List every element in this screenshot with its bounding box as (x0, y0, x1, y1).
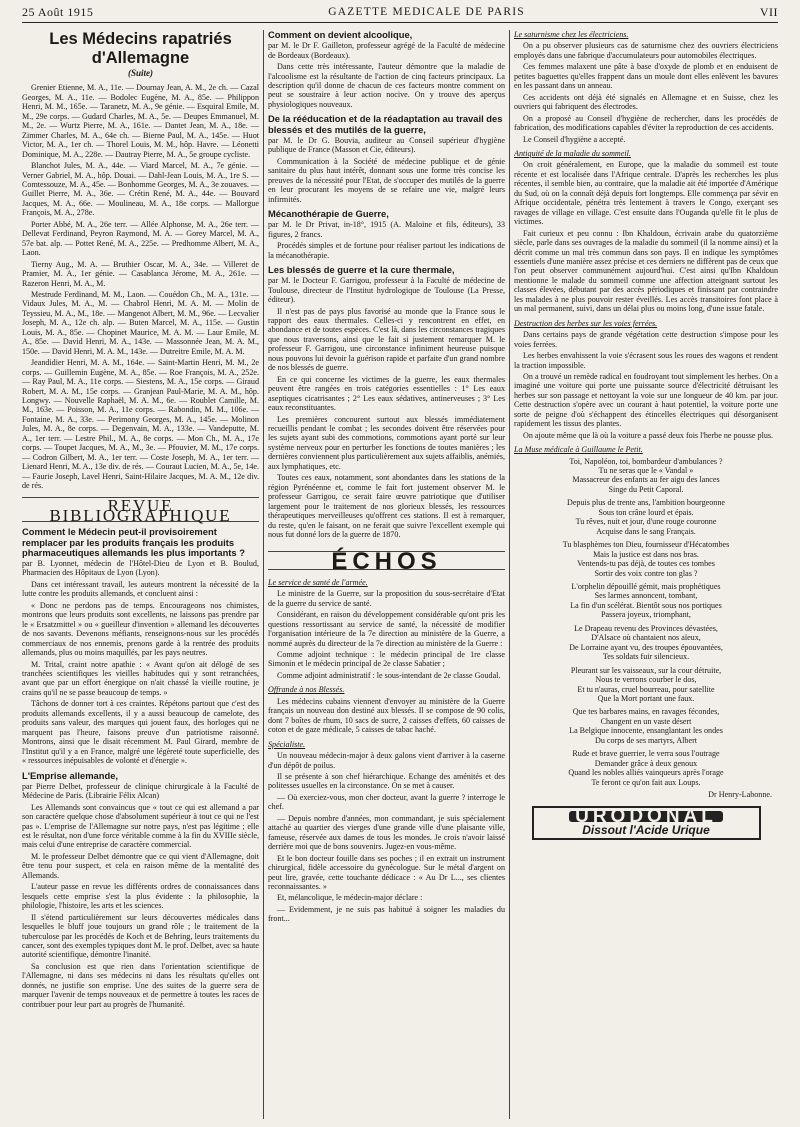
section-title: Antiquité de la maladie du sommeil. (514, 148, 631, 158)
paragraph: En ce qui concerne les victimes de la guerre, les eaux thermales peuvent être rangées en trois catégories essentielles : 1° Les eaux aseptiques cicatrisantes ; 2° Les eaux sédatives, antinerveuses ; 3° Les eaux reconstituantes. (268, 374, 505, 413)
paragraph: On a pu observer plusieurs cas de saturnisme chez des ouvriers électriciens employés dans une fabrique d'accumulateurs pour automobiles électriques. (514, 41, 778, 60)
paragraph: Les herbes envahissent la voie s'écrasent sous les roues des wagons et rendent la traction impossible. (514, 351, 778, 370)
article-byline: par B. Lyonnet, médecin de l'Hôtel-Dieu de Lyon et B. Boulud, Pharmacien des Hôpitaux de Lyon (Lyon). (22, 559, 259, 578)
column-1 (22, 30, 259, 1119)
repatriated-paragraph: Mestrude Ferdinand, M. M., Laon. — Couédon Ch., M. A., 131e. — Vidaux Jules, M. A., M. — Chabrol Henri, M. A. M. — Molin de Teyssieu, M. A., M., 18e. — Mangenot Albert, M. M., 96e. — Lecvalier Joseph, M. A., 12e ch. alp. — Buten Marcel, M. A., 115e. — Gustin Louis, M. A., 85e. — Chopinet Maurice, M. A. M. — Laur Emile, M. A., 85e. — David Henri, M. A., 143e. — Massonnée Jean, M. A. M., 150e. — David Henri, M. A. M., 143e. — Dutreitre Emile, M. A. M. (22, 289, 259, 356)
paragraph: Et, mélancolique, le médecin-major déclare : (277, 893, 423, 903)
revue-bibliographique-title: REVUE BIBLIOGRAPHIQUE (22, 497, 259, 522)
article-body: Procédés simples et de fortune pour réaliser partout les indications de la mécanothérapie. (268, 241, 505, 260)
poem-line: Depuis plus de trente ans, l'ambition bourgeonne (567, 498, 725, 508)
poem-line: Ses larmes annoncent, tombant, (594, 591, 698, 601)
repatriated-paragraph: Jeandidier Henri, M. A. M., 164e. — Saint-Martin Henri, M. M., 2e corps. — Guillemin Eugène, M. A., 85e. — Roe François, M. A., 252e. — Ray Paul, M. A., 11e corps. — Siestens, M. A., 15e corps. — Giraud Robert, M. A. M., 15e corps. — Granjean Paul-Marie, M. A. M., hôp. Longwy. — Nouvelle Raphaël, M. A. M., 6e. — Roublet Camille, M. M., 163e. — Poisson, M. A., 11e corps. — Rabondin, M. M., 106e. — Fontaine, M. A., 33e. — Perimony Georges, M. A., 145e. — Molinon Jules, M. A., 8e corps. — Degenvain, M. A., 133e. — Vandeputte, M. A., 1er terr. — Lestre Phil., M. A., 8e corps. — Mon Ch., M. A., 17e corps. — Toupet Jacques, M. A., M., 3e. — Pfouvier, M. M., 17e corps. — Codron Gilbert, M. A., 1er terr. — Coste Joseph, M. A., 1er terr. — Lienard Henri, M. A., 13e div. de rés. — Couraut Lucien, M. A., 5e, 14e. — Faurie Joseph, Lavel Henri, Saint-Hilaire Jacques, M. A. M., 12e div. de rés. (22, 358, 259, 491)
paragraph: Les Allemands sont convaincus que « tout ce qui est allemand a par son caractère quelque chose d'absolument supérieur à tout ce qui ne l'est pas ». L'emprise de l'Allemagne sur notre pays, n'est pas légitime ; elle est le résultat, non d'une force véritable comme à la fin du XVIIIe siècle, mais celui d'une entreprise de caractère commercial. (22, 802, 259, 850)
poem-line: Le Drapeau revenu des Provinces dévastées, (574, 623, 718, 633)
paragraph: Il se présente à son chef hiérarchique. Echange des aménités et des politesses usuelles en la circonstance. On se met à causer. (268, 772, 505, 791)
poem-line: Sous ton crâne lourd et épais. (598, 507, 694, 517)
poem-line: De Lorraine ayant vu, des troupes épouvantées, (569, 642, 723, 652)
paragraph: Un nouveau médecin-major à deux galons vient d'arriver à la caserne d'un dépôt de poilus. (268, 751, 505, 770)
poem-line: Du corps de ses martyrs, Albert (594, 735, 698, 745)
repatriated-list (22, 83, 259, 490)
article-title: De la rééducation et de la réadaptation au travail des blessés et des mutilés de la guerre, (268, 113, 503, 135)
article-title: Comment on devient alcoolique, (268, 30, 413, 40)
repatriated-paragraph: Grenier Etienne, M. A., 11e. — Dournay Jean, A. M., 2e ch. — Cazal Georges, M. A., 11e. — Bodolec Eugène, M. A., 85e. — Philippon Henri, M. M., 165e. — Taranetz, M. A., 9e génie. — Esquiral Emile, M. M., 29e corps. — Gudard Charles, M. A., 5e. — Deupes Emmanuel, M. M., 2e. — Wurtz Pierre, M. A., 161e. — Dantet Jean, M. A., 18e. — Zimmer Charles, M. A., 64e ch. — Bierne Paul, M. A., 145e. — Huot Victor, M. A., 1er ch. — Thorel Louis, M. M., hôp. Havre. — Léonetti Dominique, M. A., 228e. — Dautray Pierre, M. A., 5e groupe cycliste. (22, 83, 259, 159)
section-title: Offrande à nos Blessés. (268, 685, 345, 695)
poem (514, 457, 778, 788)
paragraph: Les premières concourent surtout aux blessés immédiatement recueillis pendant le combat ; les secondes doivent être réservées pour les sujets ayant subi des commotions, commotions ayant porté sur leur système nerveux pour en perturber les fonctions de toutes manières ; les dernières conviennent plus particulièrement aux sujets affaiblis, anémiés, aux lymphatiques, etc. (268, 414, 505, 471)
poem-line: Pleurant sur les vaisseaux, sur la cour détruite, (570, 665, 722, 675)
echos-heading: ÉCHOS (268, 551, 505, 569)
repatriated-title: Les Médecins rapatriés d'Allemagne (49, 30, 232, 67)
article-title: Comment le Médecin peut-il provisoirement remplacer par les produits français les produits pharmaceutiques allemands les plus importants ? (22, 526, 245, 558)
poem-line: Tes soldats fuir silencieux. (602, 652, 690, 662)
paragraph: On a proposé au Conseil d'hygiène de rechercher, dans les procédés de fabrication, des modifications capables d'éviter la reproduction de ces accidents. (514, 113, 778, 133)
poem-line: La fin d'un scélérat. Bientôt sous nos portiques (570, 600, 722, 610)
article-body: Communication à la Société de médecine publique et de génie sanitaire du plus haut intérêt, donnant sous une forme très concise les preuves de la nécessité pour l'Etat, de s'occuper des mutilés de la guerre en leur procurant les moyens de se refaire une vie, malgré leurs infirmités. (268, 156, 505, 204)
column-rule-2 (509, 30, 510, 1119)
section-title: Destruction des herbes sur les voies ferrées. (514, 318, 658, 328)
poem-line: Changent en un vaste désert (600, 716, 692, 726)
article-body (22, 803, 259, 1010)
paragraph: On ajoute même que là où la voiture a passé deux fois l'herbe ne pousse plus. (523, 430, 774, 440)
paragraph: Ces accidents ont déjà été signalés en Allemagne et en Suisse, chez les ouvriers qui fabriquent des électrodes. (514, 92, 778, 112)
poem-line: Massacreur des enfants au fer aigu des lances (572, 475, 720, 485)
poem-line: Rude et brave guerrier, le verra sous l'outrage (572, 749, 720, 759)
section-title: Le service de santé de l'armée. (268, 577, 368, 587)
paragraph: Il n'est pas de pays plus favorisé au monde que la France sous le rapport des eaux thermales. Celles-ci y rencontrent en effet, en abondance et de toutes espèces. C'est là, dans les circonstances tragiques que nous traversons, ainsi que le fait si justement remarquer M. le professeur F. Garrigou, une circonstance infiniment heureuse puisque nous pouvons lui devoir la guérison rapide et parfaite d'un grand nombre de nos blessés de guerre. (268, 306, 505, 373)
paragraph: Sa conclusion est que rien dans l'orientation scientifique de l'Allemagne, ni dans ses médecins ni dans les résultats qu'elles ont donnés, ne justifie son emprise. Une des suites de la guerre sera de marquer l'avenir de temps nouveaux et de permettre à toutes les races de contribuer pour leur part au progrès de l'humanité. (22, 961, 259, 1009)
poem-line: La Belgique innocente, ensanglantant les ondes (569, 726, 723, 736)
page-number: VII (759, 4, 778, 19)
poem-title: La Muse médicale à Guillaume le Petit. (514, 445, 643, 455)
paragraph: Fait curieux et peu connu : Ibn Khaldoun, écrivain arabe du quatorzième siècle, parle dans ses ouvrages de la maladie du sommeil (il la nomme ainsi) et la décrit comme un mal très commun dans son pays. Il en indique les symptômes essentiels d'une manière assez précise et ces derniers ne diffèrent pas de ceux que l'on peut observer communément aujourd'hui. C'est ainsi qu'Ibn Khaldoun mentionne le malade du sommeil comme une affection atteignant surtout les classes élevées, débutant par des accès périodiques et finissant par contraindre les malades à ne plus pouvoir rester éveillés. Les accès transitoires font place à un mal permanent, suivi, dans un délai plus ou moins long, d'une issue fatale. (514, 228, 778, 314)
poem-line: Tu blasphèmes ton Dieu, fournisseur d'Hécatombes (562, 540, 730, 550)
paragraph: Toutes ces eaux, notamment, sont abondantes dans les stations de la région Pyrénéenne et, comme le fait fort justement observer M. le professeur Garrigou, ce serait faire œuvre patriotique que d'utiliser largement pour le traitement de nos glorieux blessés, les ressources thérapeutiques merveilleuses qu'offrent ces stations. Il est à remarquer, du reste, qu'en le faisant, on ne ferait que suivre l'excellent exemple qui nous fut donné lors de la guerre de 1870. (268, 473, 505, 539)
poem-line: Passera joyeux, triomphant, (601, 610, 691, 620)
column-3 (514, 30, 778, 1119)
section-body: Les médecins cubains viennent d'envoyer au ministère de la Guerre français un nouveau don destiné aux blessés. Il se compose de 90 colis, dont 7 boîtes de rhum, 10 sacs de sucre, 2 caisses d'effets, 60 caisses de coton et de gaze médicale, 5 caisses de tabac haché. (268, 696, 505, 735)
repatriated-paragraph: Porter Abbé, M. A., 26e terr. — Allée Alphonse, M. A., 26e terr. — Dellevat Ferdinand, Peyron Raymond, M. A. — Gorey Marcel, M. A., 57e bat. alp. — Pottet René, M. A., 225e. — Predhomme Albert, M. A., Laon. (22, 219, 259, 258)
poem-line: Te feront ce qu'on fait aux Loups. (591, 777, 701, 787)
paragraph: Comme adjoint technique : le médecin principal de 1re classe Simonin et le médecin principal de 2e classe Sabatier ; (268, 650, 505, 669)
paragraph: — Evidemment, je ne suis pas habitué à soigner les maladies du front... (268, 904, 505, 924)
poem-line: Acquise dans le sang Français. (596, 526, 696, 536)
paragraph: Tâchons de donner tort à ces craintes. Répétons partout que c'est des produits allemands excellents, il y a aussi beaucoup de camelote, des produits sans valeur, des marques qui jouent faux, des horloges qui ne marquent pas l'heure, faisons preuve d'un patriotisme raisonné. Montrons, ainsi que le disait récemment M. Paul Girard, membre de l'Institut qu'il y a en France, malgré une légèreté toute superficielle, des « ressources inépuisables de volonté et d'énergie ». (22, 699, 259, 766)
section-title: Le saturnisme chez les électriciens. (514, 30, 629, 39)
repatriated-paragraph: Blanchot Jules, M. A., 44e. — Viard Marcel, M. A., 7e génie. — Verner Gabriel, M. A., hôp. Douai. — Dahl-Jean Louis, M. A., 1re S. — Comtessouze, M. A., 45e. — Bonhomme Georges, M. A., 3e zouaves. — Guillet Pierre, M. A., 36e. — Crétin René, M. A., 44e. — Bouvard Jacques, M. A., 66e. — Moulineau, M. A., 18e corps. — Mallorgue François, M. A., 278e. (22, 161, 259, 218)
paragraph: « Donc ne perdons pas de temps. Encourageons nos chimistes, montrons que leurs produits sont excellents, ne laissons pas prendre par le « Ersatzmittel » ou « gueilleur d'invention » allemand les découvertes de nos savants. Devenons méfiants, renseignons-nous sur les procédés commerciaux de nos ennemis, prenons garde à la rentrée des produits allemands, plus ou moins maquillés, par les pays neutres. (22, 600, 259, 658)
section-body (514, 41, 778, 144)
poem-line: Que la Mort portant une faux. (597, 694, 695, 703)
paragraph: Il s'étend particulièrement sur leurs découvertes médicales dans lesquelles le bluff joue toujours un grand rôle ; le traitement de la tuberculose par les procédés de Koch et de Behring, leurs traitements du cancer, sont des exemples typiques dont M. le prof. Delbet, avec sa haute autorité scientifique, démontre l'inanité. (22, 912, 259, 960)
article-title: L'Emprise allemande, (22, 769, 119, 781)
ad-brand: URODONAL (569, 811, 723, 822)
ad-tagline: Dissout l'Acide Urique (582, 822, 710, 837)
column-2 (268, 30, 505, 1119)
paragraph: M. le professeur Delbet démontre que ce qui vient d'Allemagne, doit être tenu pour suspect, et cela en raison même de la mentalité des Allemands. (22, 851, 259, 880)
article-byline: par M. le Docteur F. Garrigou, professeur à la Faculté de médecine de Toulouse, directeur de l'Institut hydrologique de Toulouse (La Presse, éditeur). (268, 276, 505, 305)
section-body (514, 160, 778, 313)
paragraph: On a trouvé un remède radical en foudroyant tout simplement les herbes. On a imaginé une voiture qui porte une puissante source d'électricité détruisant les herbes sur son passage et nettoyant la voie sur une longueur de 40 km. par jour. Cette destruction s'opère avec un courant à haut potentiel, la voiture porte une sorte de peigne d'où s'échappent des étincelles électriques qui désorganisent rapidement les tissus des plantes. (514, 371, 778, 429)
poem-line: Nous te verrons courber le dos, (595, 675, 697, 685)
paragraph: Le Conseil d'hygiène a accepté. (523, 134, 626, 144)
paragraph: — Où exerciez-vous, mon cher docteur, avant la guerre ? interroge le chef. (268, 792, 505, 812)
paragraph: Comme adjoint administratif : le sous-intendant de 2e classe Goudal. (277, 670, 501, 680)
paragraph: — Depuis nombre d'années, mon commandant, je suis spécialement attaché au quartier des vierges d'une grande ville d'une plaisante ville, fameuse, réservée aux dames de tous les mondes. Je crois n'avoir laissé derrière moi que de bons souvenirs. Jugez-en vous-même. (268, 813, 505, 852)
paragraph: Dans certains pays de grande végétation cette destruction s'impose pour les voies ferrées. (514, 330, 778, 349)
repatriated-paragraph: Tierny Aug., M. A. — Bruthier Oscar, M. A., 34e. — Villeret de Pramier, M. A., 1er génie. — Casablanca Jérome, M. A., 261e. — Razeron Henri, M. A., M. (22, 259, 259, 288)
article-body (268, 307, 505, 540)
article-byline: par M. le Dr F. Gailleton, professeur agrégé de la Faculté de médecine de Bordeaux (Bordeaux). (268, 41, 505, 60)
poem-line: Mais la justice est dans nos bras. (593, 549, 699, 559)
paragraph: Considérant, en raison du développement considérable qu'ont pris les questions ressortissant au service de santé, la nécessité de modifier l'organisation intérieure de la 7e direction au ministère de la Guerre, a nommé auprès du directeur de la 7e direction au ministère de la Guerre : (268, 610, 505, 648)
poem-line: Ventends-tu pas déjà, de toutes ces tombes (577, 559, 715, 569)
repatriated-subtitle: (Suite) (127, 68, 153, 78)
paragraph: M. Trital, craint notre apathie : « Avant qu'on ait délogé de ses tranchées scientifiques les vieilles habitudes qui y sont retranchées, avant que par un effort énergique on n'ait chassé la vieille routine, je crains qu'il ne se passe beaucoup de temps. » (22, 659, 259, 697)
poem-line: Quand les nobles alliés vainqueurs après l'orage (568, 768, 724, 778)
section-body (268, 589, 505, 680)
poem-line: L'orphelin dépouillé gémit, mais prophétiques (571, 582, 721, 592)
article-body (22, 580, 259, 766)
poem-line: Sortir des voix contre ton glas ? (594, 568, 698, 578)
poem-line: Que tes barbares mains, en ravages fécondes, (572, 707, 720, 717)
section-body (514, 330, 778, 440)
poem-line: D'Alsace où chantaient nos aïeux, (591, 633, 701, 643)
paragraph: On croit généralement, en Europe, que la maladie du sommeil est toute récente et est localisée dans l'Afrique centrale. D'après les recherches les plus récentes, il semble bien, au contraire, que la maladie ait été importée d'Amérique du Sud, où on la connaît déjà depuis fort longtemps. Elle commença par sévir en Afrique occidentale, pénétra très lentement à travers le Congo, exerçant ses ravages de village en village. C'est ensuite dans l'Ouganda qu'elle fit le plus de victimes. (514, 160, 778, 227)
paragraph: Dans cet intéressant travail, les auteurs montrent la nécessité de la lutte contre les produits allemands, et concluent ainsi : (22, 579, 259, 599)
section-title: Spécialiste. (268, 739, 306, 749)
page-header (22, 2, 778, 23)
paragraph: Ces femmes malaxent une pâte à base d'oxyde de plomb et en enduisent de petites baguettes qu'elles frappent dans un moule dont elles enlèvent les bavures en les passant dans un anneau. (514, 62, 778, 91)
section-body (268, 751, 505, 924)
paragraph: Et le bon docteur fouille dans ses poches ; il en extrait un instrument chirurgical, fidèle accessoire du gynécologue. Sur le métal d'argent on peut lire, gravée, cette touchante dédicace : « Au Dr L..., ses clientes reconnaissantes. » (268, 853, 505, 891)
journal-title: GAZETTE MEDICALE DE PARIS (328, 6, 525, 18)
article-byline: par M. le Dr Privat, in-18°, 1915 (A. Maloine et fils, éditeurs), 33 figures, 2 francs. (268, 220, 505, 239)
article-title: Les blessés de guerre et la cure thermale, (268, 263, 455, 275)
paragraph: L'auteur passe en revue les différents ordres de connaissances dans lesquels cette emprise s'est la plus évidente : la philosophie, la philologie, l'histoire, les arts et les sciences. (22, 882, 259, 911)
issue-date: 25 Août 1915 (22, 4, 94, 19)
poem-line: Singe du Petit Caporal. (608, 484, 684, 494)
article-body: Dans cette très intéressante, l'auteur démontre que la maladie de l'alcoolisme est la résultante de l'action de cinq facteurs principaux. La description qu'il donne de chacun de ces facteurs montre comment on peut se soustraire à leur action nocive. On y trouve des aperçus physiologiques nouveaux. (268, 62, 505, 109)
poem-signature: Dr Henry-Labonne. (708, 790, 772, 800)
paragraph: Le ministre de la Guerre, sur la proposition du sous-secrétaire d'Etat de la guerre du service de santé. (268, 589, 505, 608)
article-title: Mécanothérapie de Guerre, (268, 207, 389, 219)
poem-line: Tu rêves, nuit et jour, d'une rouge couronne (575, 517, 717, 527)
poem-line: Demander grâce à deux genoux (594, 758, 698, 768)
poem-line: Et tu n'auras, cruel bourreau, pour satellite (577, 684, 715, 694)
poem-line: Toi, Napoléon, toi, bombardeur d'ambulances ? (569, 456, 723, 466)
urodonal-advertisement (532, 806, 761, 841)
article-byline: par M. le Dr G. Bouvia, auditeur au Conseil supérieur d'hygiène publique de France (Masson et Cie, éditeurs). (268, 135, 505, 155)
column-rule-1 (263, 30, 264, 1119)
poem-line: Tu ne seras que le « Vandal » (598, 466, 694, 476)
article-byline: par Pierre Delbet, professeur de clinique chirurgicale à la Faculté de Médecine de Paris. (Librairie Félix Alcan) (22, 781, 259, 801)
